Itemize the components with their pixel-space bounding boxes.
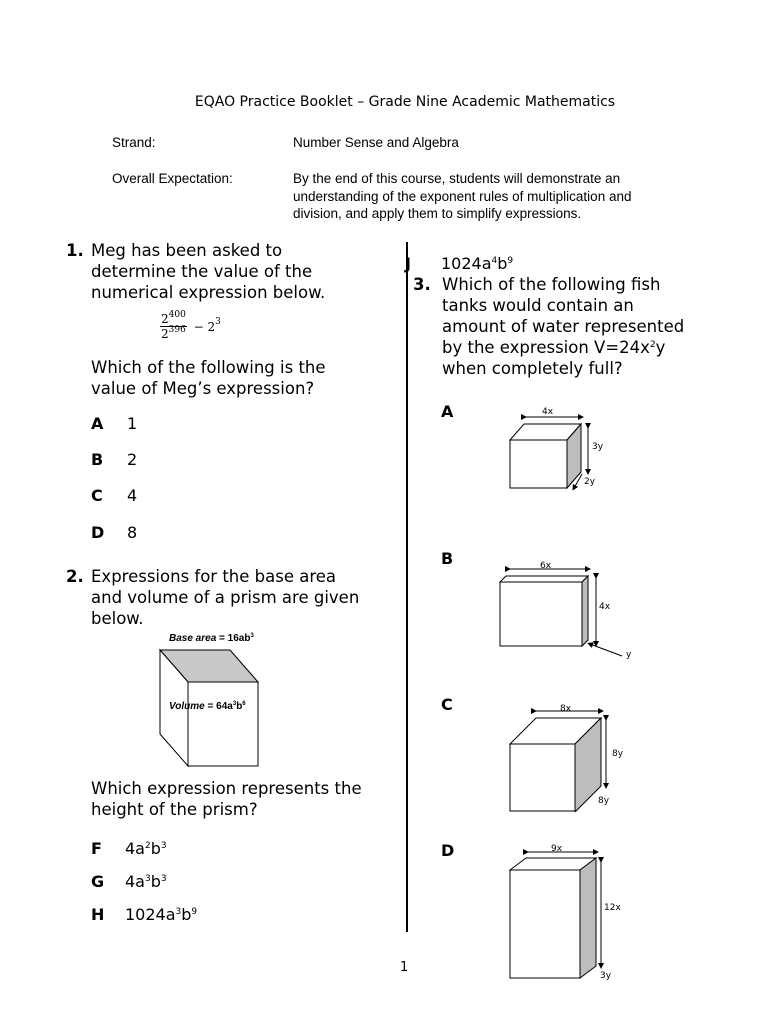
q1-prompt-line: value of Meg’s expression? bbox=[91, 379, 315, 398]
tank-a-depth: 2y bbox=[584, 477, 596, 487]
q1-minus-term: − 2 bbox=[193, 319, 216, 334]
column-divider bbox=[406, 242, 408, 932]
tank-c-depth: 8y bbox=[598, 796, 610, 806]
q1-fraction bbox=[160, 312, 187, 341]
q2-f-term1: 4a bbox=[125, 839, 145, 858]
q1-stem-line: determine the value of the bbox=[91, 262, 313, 281]
q2-stem-line: below. bbox=[91, 609, 144, 628]
q2-stem-line: Expressions for the base area bbox=[91, 567, 337, 586]
volume-value: = 64a bbox=[207, 701, 233, 712]
base-area-term: Base area bbox=[169, 633, 217, 644]
q2-h-exp2: 9 bbox=[191, 907, 198, 917]
q1-stem-line: Meg has been asked to bbox=[91, 241, 283, 260]
q2-prompt-line: height of the prism? bbox=[91, 800, 258, 819]
q1-prompt-line: Which of the following is the bbox=[91, 358, 326, 377]
q2-j-term1: 1024a bbox=[441, 254, 492, 273]
q3-stem-line: when completely full? bbox=[442, 359, 623, 378]
q2-h-term1: 1024a bbox=[125, 905, 176, 924]
q2-option-f-letter: F bbox=[91, 839, 102, 858]
base-area-exp: 3 bbox=[250, 633, 254, 639]
tank-b-figure bbox=[494, 562, 644, 666]
expectation-line: By the end of this course, students will demonstrate an bbox=[293, 171, 621, 186]
q1-option-c-value: 4 bbox=[127, 486, 138, 505]
q3-expr-post: y bbox=[655, 338, 666, 357]
q2-f-exp2: 3 bbox=[160, 841, 167, 851]
base-area-value: = 16ab bbox=[219, 633, 251, 644]
tank-d-side bbox=[580, 858, 596, 978]
booklet-title: EQAO Practice Booklet – Grade Nine Academic Mathematics bbox=[194, 94, 616, 110]
q1-option-b-letter: B bbox=[91, 450, 104, 469]
q2-j-exp2: 9 bbox=[507, 256, 514, 266]
tank-b-side bbox=[582, 576, 588, 646]
tank-b-top bbox=[500, 576, 588, 582]
q2-stem bbox=[91, 566, 359, 629]
q3-stem bbox=[442, 274, 684, 379]
base-area-label bbox=[169, 633, 254, 644]
volume-a-exp: 3 bbox=[232, 701, 237, 707]
prism-front-face bbox=[188, 682, 258, 766]
q1-prompt bbox=[91, 357, 326, 399]
tank-d-front bbox=[510, 870, 580, 978]
q1-expression bbox=[160, 312, 221, 341]
q2-f-term2: b bbox=[150, 839, 161, 858]
strand-label: Strand: bbox=[112, 135, 156, 150]
q3-option-b-letter: B bbox=[441, 549, 454, 568]
expectation-line: understanding of the exponent rules of multiplication and bbox=[293, 188, 632, 204]
expectation-line: division, and apply them to simplify expressions. bbox=[293, 206, 582, 221]
volume-b-exp: 6 bbox=[242, 701, 246, 707]
q1-option-a-value: 1 bbox=[127, 414, 138, 433]
tank-d-depth: 3y bbox=[600, 971, 612, 981]
q1-den-base: 2 bbox=[161, 327, 169, 341]
tank-a-height: 3y bbox=[592, 442, 604, 452]
volume-term: Volume bbox=[169, 701, 205, 712]
q2-option-g-value bbox=[125, 872, 167, 891]
q3-option-a-letter: A bbox=[441, 402, 454, 421]
q3-stem-expression-line bbox=[442, 337, 684, 358]
prism-figure bbox=[155, 628, 275, 770]
expectation-text bbox=[293, 170, 631, 223]
q1-option-d-value: 8 bbox=[127, 523, 138, 542]
strand-value: Number Sense and Algebra bbox=[293, 135, 459, 150]
q1-option-a-letter: A bbox=[91, 414, 104, 433]
q3-stem-line: Which of the following fish bbox=[442, 275, 661, 294]
q1-num-base: 2 bbox=[161, 312, 169, 326]
q2-g-term2: b bbox=[150, 872, 161, 891]
q3-number: 3. bbox=[413, 275, 431, 294]
q2-g-exp2: 3 bbox=[160, 874, 167, 884]
q2-prompt-line: Which expression represents the bbox=[91, 779, 362, 798]
q1-option-b-value: 2 bbox=[127, 450, 138, 469]
tank-c-front bbox=[510, 744, 575, 811]
q1-stem-line: numerical expression below. bbox=[91, 283, 326, 302]
tank-c-width: 8x bbox=[560, 704, 572, 714]
q2-option-j-letter: J bbox=[405, 254, 411, 273]
q3-option-c-letter: C bbox=[441, 695, 453, 714]
tank-b-depth: y bbox=[626, 650, 632, 660]
q2-number: 2. bbox=[66, 567, 84, 586]
tank-d-width: 9x bbox=[551, 844, 563, 854]
tank-b-depth-arrow bbox=[590, 644, 622, 656]
q2-option-h-letter: H bbox=[91, 905, 105, 924]
q1-den-exp: 396 bbox=[168, 325, 186, 335]
q1-option-c-letter: C bbox=[91, 486, 103, 505]
tank-b-width: 6x bbox=[540, 561, 552, 571]
q1-num-exp: 400 bbox=[168, 310, 186, 320]
tank-a-width: 4x bbox=[542, 407, 554, 417]
expectation-label: Overall Expectation: bbox=[112, 171, 233, 186]
page-number: 1 bbox=[400, 960, 409, 975]
q1-stem bbox=[91, 240, 325, 303]
q1-number: 1. bbox=[66, 241, 84, 260]
q2-prompt bbox=[91, 778, 362, 820]
q1-option-d-letter: D bbox=[91, 523, 105, 542]
q3-expr-exp: 2 bbox=[649, 340, 656, 350]
q2-option-j-value bbox=[441, 254, 513, 273]
q1-minus-exp: 3 bbox=[215, 317, 221, 327]
q2-option-g-letter: G bbox=[91, 872, 105, 891]
q2-h-exp1: 3 bbox=[175, 907, 182, 917]
tank-b-height: 4x bbox=[599, 602, 611, 612]
q3-option-d-letter: D bbox=[441, 841, 455, 860]
q2-option-f-value bbox=[125, 839, 167, 858]
q2-j-exp1: 4 bbox=[491, 256, 498, 266]
q2-option-h-value bbox=[125, 905, 197, 924]
q3-stem-line: amount of water represented bbox=[442, 317, 685, 336]
q2-g-exp1: 3 bbox=[144, 874, 151, 884]
q2-g-term1: 4a bbox=[125, 872, 145, 891]
q2-f-exp1: 2 bbox=[144, 841, 151, 851]
tank-c-height: 8y bbox=[612, 749, 624, 759]
volume-b: b bbox=[236, 701, 243, 712]
tank-b-front bbox=[500, 582, 582, 646]
volume-label bbox=[169, 701, 246, 712]
tank-d-height: 12x bbox=[604, 903, 621, 913]
q2-j-term2: b bbox=[497, 254, 508, 273]
tank-d-figure bbox=[500, 848, 610, 984]
q3-stem-line: tanks would contain an bbox=[442, 296, 634, 315]
q2-h-term2: b bbox=[181, 905, 192, 924]
tank-a-front bbox=[510, 440, 567, 488]
q3-expr-pre: by the expression V=24x bbox=[442, 338, 650, 357]
q2-stem-line: and volume of a prism are given bbox=[91, 588, 360, 607]
